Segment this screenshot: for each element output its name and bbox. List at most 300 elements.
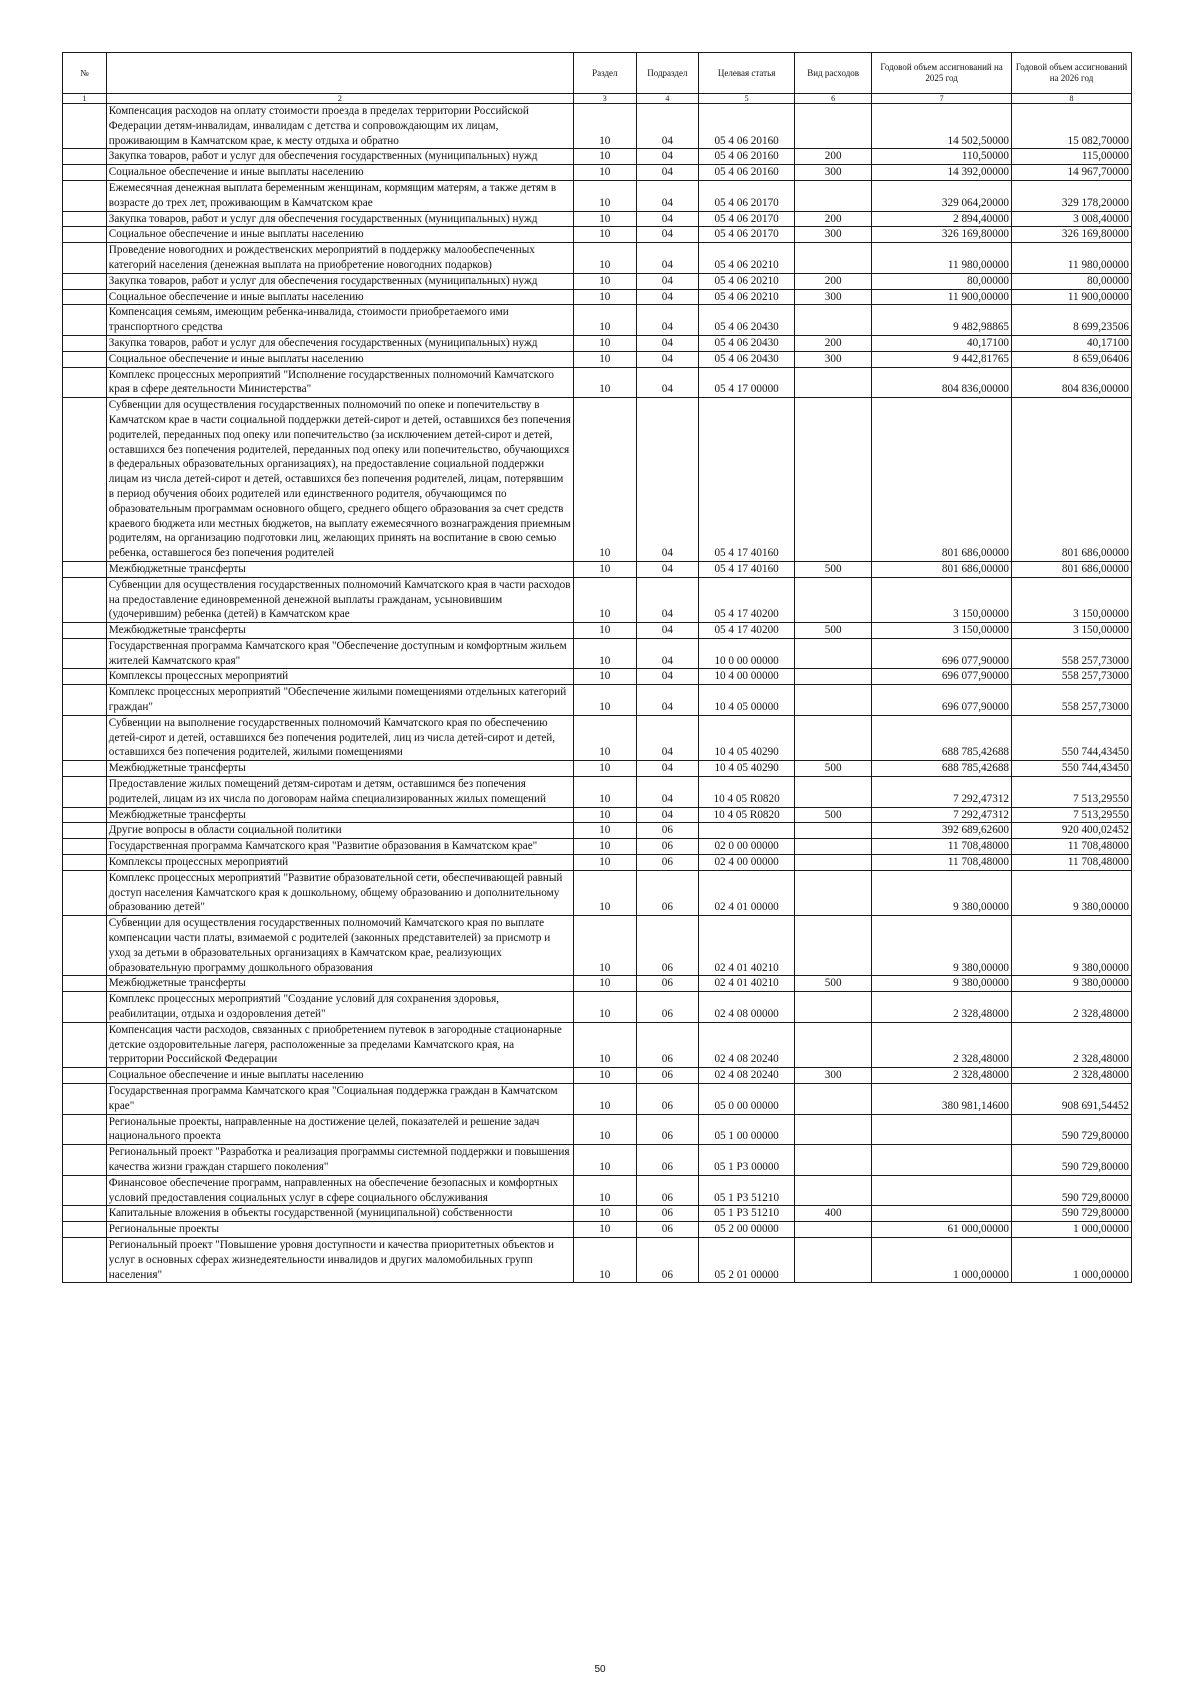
amount-2026-cell: 3 150,00000 bbox=[1012, 623, 1132, 639]
razdel-cell: 10 bbox=[574, 669, 637, 685]
amount-2025-cell: 2 328,48000 bbox=[872, 1068, 1012, 1084]
table-row bbox=[63, 367, 1132, 398]
podrazdel-cell: 06 bbox=[636, 992, 699, 1023]
col-number: 5 bbox=[699, 94, 795, 104]
table-row bbox=[63, 227, 1132, 243]
razdel-cell: 10 bbox=[574, 1206, 637, 1222]
razdel-cell: 10 bbox=[574, 823, 637, 839]
target-cell: 05 4 06 20430 bbox=[699, 305, 795, 336]
razdel-cell: 10 bbox=[574, 839, 637, 855]
col-number: 2 bbox=[106, 94, 573, 104]
amount-2025-cell: 9 380,00000 bbox=[872, 916, 1012, 976]
amount-2026-cell: 590 729,80000 bbox=[1012, 1114, 1132, 1145]
vid-cell: 500 bbox=[795, 807, 872, 823]
amount-2025-cell: 2 328,48000 bbox=[872, 1022, 1012, 1067]
vid-cell: 500 bbox=[795, 623, 872, 639]
amount-2025-cell: 11 708,48000 bbox=[872, 839, 1012, 855]
podrazdel-cell: 06 bbox=[636, 839, 699, 855]
table-row bbox=[63, 1237, 1132, 1282]
target-cell: 02 4 00 00000 bbox=[699, 855, 795, 871]
razdel-cell: 10 bbox=[574, 335, 637, 351]
razdel-cell: 10 bbox=[574, 623, 637, 639]
row-number-cell bbox=[63, 685, 107, 716]
amount-2025-cell: 61 000,00000 bbox=[872, 1222, 1012, 1238]
vid-cell bbox=[795, 916, 872, 976]
row-number-cell bbox=[63, 227, 107, 243]
table-row bbox=[63, 992, 1132, 1023]
amount-2025-cell: 9 380,00000 bbox=[872, 976, 1012, 992]
amount-2026-cell: 908 691,54452 bbox=[1012, 1084, 1132, 1115]
vid-cell bbox=[795, 823, 872, 839]
table-row bbox=[63, 1206, 1132, 1222]
razdel-cell: 10 bbox=[574, 1068, 637, 1084]
row-number-cell bbox=[63, 367, 107, 398]
razdel-cell: 10 bbox=[574, 1022, 637, 1067]
table-row bbox=[63, 855, 1132, 871]
row-name-cell: Межбюджетные трансферты bbox=[106, 561, 573, 577]
target-cell: 05 4 06 20170 bbox=[699, 180, 795, 211]
amount-2025-cell bbox=[872, 1175, 1012, 1206]
row-number-cell bbox=[63, 1068, 107, 1084]
header-row bbox=[63, 53, 1132, 94]
podrazdel-cell: 04 bbox=[636, 104, 699, 149]
table-row bbox=[63, 839, 1132, 855]
vid-cell bbox=[795, 855, 872, 871]
row-number-cell bbox=[63, 1206, 107, 1222]
row-number-cell bbox=[63, 335, 107, 351]
target-cell: 05 2 00 00000 bbox=[699, 1222, 795, 1238]
amount-2026-cell: 326 169,80000 bbox=[1012, 227, 1132, 243]
row-name-cell: Социальное обеспечение и иные выплаты населению bbox=[106, 351, 573, 367]
target-cell: 05 4 06 20170 bbox=[699, 227, 795, 243]
row-name-cell: Социальное обеспечение и иные выплаты населению bbox=[106, 227, 573, 243]
target-cell: 10 4 05 R0820 bbox=[699, 807, 795, 823]
row-name-cell: Государственная программа Камчатского края "Развитие образования в Камчатском крае" bbox=[106, 839, 573, 855]
amount-2026-cell: 3 008,40000 bbox=[1012, 211, 1132, 227]
podrazdel-cell: 04 bbox=[636, 669, 699, 685]
amount-2026-cell: 11 708,48000 bbox=[1012, 855, 1132, 871]
row-number-cell bbox=[63, 211, 107, 227]
amount-2026-cell: 558 257,73000 bbox=[1012, 685, 1132, 716]
amount-2025-cell: 696 077,90000 bbox=[872, 685, 1012, 716]
row-name-cell: Другие вопросы в области социальной политики bbox=[106, 823, 573, 839]
row-name-cell: Межбюджетные трансферты bbox=[106, 807, 573, 823]
podrazdel-cell: 06 bbox=[636, 976, 699, 992]
podrazdel-cell: 04 bbox=[636, 180, 699, 211]
col-header-target: Целевая статья bbox=[699, 53, 795, 94]
table-row bbox=[63, 273, 1132, 289]
table-row bbox=[63, 1222, 1132, 1238]
amount-2025-cell bbox=[872, 1145, 1012, 1176]
podrazdel-cell: 04 bbox=[636, 149, 699, 165]
row-number-cell bbox=[63, 104, 107, 149]
table-body bbox=[63, 104, 1132, 1283]
table-row bbox=[63, 1068, 1132, 1084]
amount-2026-cell: 801 686,00000 bbox=[1012, 561, 1132, 577]
row-name-cell: Субвенции для осуществления государственных полномочий Камчатского края в части расходов на предоставление единовременной денежной выплаты гражданам, усыновившим (удочерившим) ребенка (детей) в Камчатском крае bbox=[106, 577, 573, 622]
razdel-cell: 10 bbox=[574, 1145, 637, 1176]
row-name-cell: Региональный проект "Повышение уровня доступности и качества приоритетных объектов и услуг в основных сферах жизнедеятельности инвалидов и других маломобильных групп населения" bbox=[106, 1237, 573, 1282]
amount-2026-cell: 804 836,00000 bbox=[1012, 367, 1132, 398]
amount-2025-cell: 804 836,00000 bbox=[872, 367, 1012, 398]
amount-2025-cell: 326 169,80000 bbox=[872, 227, 1012, 243]
row-number-cell bbox=[63, 839, 107, 855]
amount-2026-cell: 801 686,00000 bbox=[1012, 398, 1132, 562]
vid-cell bbox=[795, 638, 872, 669]
amount-2025-cell: 3 150,00000 bbox=[872, 577, 1012, 622]
podrazdel-cell: 04 bbox=[636, 367, 699, 398]
row-name-cell: Компенсация расходов на оплату стоимости проезда в пределах территории Российской Федерации детям-инвалидам, инвалидам с детства и сопровождающим их лицам, проживающим в Камчатском крае, к месту отдыха и обратно bbox=[106, 104, 573, 149]
razdel-cell: 10 bbox=[574, 351, 637, 367]
razdel-cell: 10 bbox=[574, 855, 637, 871]
amount-2026-cell: 15 082,70000 bbox=[1012, 104, 1132, 149]
amount-2026-cell: 2 328,48000 bbox=[1012, 992, 1132, 1023]
amount-2026-cell: 1 000,00000 bbox=[1012, 1237, 1132, 1282]
razdel-cell: 10 bbox=[574, 149, 637, 165]
podrazdel-cell: 04 bbox=[636, 211, 699, 227]
target-cell: 05 4 06 20430 bbox=[699, 335, 795, 351]
razdel-cell: 10 bbox=[574, 1222, 637, 1238]
podrazdel-cell: 04 bbox=[636, 227, 699, 243]
row-number-cell bbox=[63, 992, 107, 1023]
podrazdel-cell: 04 bbox=[636, 777, 699, 808]
podrazdel-cell: 04 bbox=[636, 715, 699, 760]
amount-2025-cell: 110,50000 bbox=[872, 149, 1012, 165]
vid-cell: 400 bbox=[795, 1206, 872, 1222]
target-cell: 10 4 00 00000 bbox=[699, 669, 795, 685]
podrazdel-cell: 06 bbox=[636, 1145, 699, 1176]
row-name-cell: Межбюджетные трансферты bbox=[106, 623, 573, 639]
row-name-cell: Закупка товаров, работ и услуг для обеспечения государственных (муниципальных) нужд bbox=[106, 335, 573, 351]
table-row bbox=[63, 1175, 1132, 1206]
amount-2026-cell: 550 744,43450 bbox=[1012, 715, 1132, 760]
razdel-cell: 10 bbox=[574, 916, 637, 976]
row-name-cell: Региональный проект "Разработка и реализация программы системной поддержки и повышения качества жизни граждан старшего поколения" bbox=[106, 1145, 573, 1176]
vid-cell bbox=[795, 715, 872, 760]
row-number-cell bbox=[63, 855, 107, 871]
row-number-cell bbox=[63, 623, 107, 639]
row-number-cell bbox=[63, 273, 107, 289]
budget-table-sheet bbox=[62, 52, 1132, 1283]
target-cell: 02 4 01 00000 bbox=[699, 870, 795, 915]
row-name-cell: Региональные проекты, направленные на достижение целей, показателей и решение задач национального проекта bbox=[106, 1114, 573, 1145]
razdel-cell: 10 bbox=[574, 561, 637, 577]
target-cell: 02 4 01 40210 bbox=[699, 976, 795, 992]
vid-cell bbox=[795, 180, 872, 211]
row-number-cell bbox=[63, 638, 107, 669]
table-row bbox=[63, 669, 1132, 685]
amount-2025-cell bbox=[872, 1114, 1012, 1145]
target-cell: 02 0 00 00000 bbox=[699, 839, 795, 855]
vid-cell: 300 bbox=[795, 351, 872, 367]
podrazdel-cell: 06 bbox=[636, 1222, 699, 1238]
vid-cell bbox=[795, 1084, 872, 1115]
row-number-cell bbox=[63, 1022, 107, 1067]
vid-cell: 500 bbox=[795, 976, 872, 992]
amount-2026-cell: 590 729,80000 bbox=[1012, 1206, 1132, 1222]
col-number: 6 bbox=[795, 94, 872, 104]
row-name-cell: Финансовое обеспечение программ, направленных на обеспечение безопасных и комфортных условий предоставления социальных услуг в сфере социального обслуживания bbox=[106, 1175, 573, 1206]
target-cell: 02 4 01 40210 bbox=[699, 916, 795, 976]
vid-cell bbox=[795, 1114, 872, 1145]
col-number: 8 bbox=[1012, 94, 1132, 104]
podrazdel-cell: 06 bbox=[636, 1237, 699, 1282]
vid-cell: 200 bbox=[795, 149, 872, 165]
amount-2025-cell: 688 785,42688 bbox=[872, 761, 1012, 777]
table-row bbox=[63, 623, 1132, 639]
table-row bbox=[63, 1084, 1132, 1115]
target-cell: 05 4 17 00000 bbox=[699, 367, 795, 398]
row-name-cell: Социальное обеспечение и иные выплаты населению bbox=[106, 165, 573, 181]
row-name-cell: Социальное обеспечение и иные выплаты населению bbox=[106, 289, 573, 305]
razdel-cell: 10 bbox=[574, 638, 637, 669]
amount-2025-cell: 14 502,50000 bbox=[872, 104, 1012, 149]
table-row bbox=[63, 104, 1132, 149]
table-row bbox=[63, 976, 1132, 992]
table-row bbox=[63, 180, 1132, 211]
row-name-cell: Межбюджетные трансферты bbox=[106, 761, 573, 777]
razdel-cell: 10 bbox=[574, 715, 637, 760]
vid-cell: 200 bbox=[795, 335, 872, 351]
row-name-cell: Комплексы процессных мероприятий bbox=[106, 855, 573, 871]
page-number: 50 bbox=[594, 1664, 606, 1675]
vid-cell bbox=[795, 243, 872, 274]
amount-2026-cell: 590 729,80000 bbox=[1012, 1175, 1132, 1206]
amount-2025-cell: 696 077,90000 bbox=[872, 669, 1012, 685]
table-row bbox=[63, 1022, 1132, 1067]
amount-2025-cell: 9 380,00000 bbox=[872, 870, 1012, 915]
amount-2026-cell: 558 257,73000 bbox=[1012, 669, 1132, 685]
row-number-cell bbox=[63, 1175, 107, 1206]
col-header-2026: Годовой объем ассигнований на 2026 год bbox=[1012, 53, 1132, 94]
target-cell: 02 4 08 20240 bbox=[699, 1022, 795, 1067]
amount-2026-cell: 11 900,00000 bbox=[1012, 289, 1132, 305]
razdel-cell: 10 bbox=[574, 685, 637, 716]
podrazdel-cell: 04 bbox=[636, 398, 699, 562]
col-number: 1 bbox=[63, 94, 107, 104]
vid-cell bbox=[795, 870, 872, 915]
razdel-cell: 10 bbox=[574, 180, 637, 211]
vid-cell: 200 bbox=[795, 273, 872, 289]
vid-cell bbox=[795, 992, 872, 1023]
amount-2026-cell: 1 000,00000 bbox=[1012, 1222, 1132, 1238]
podrazdel-cell: 04 bbox=[636, 273, 699, 289]
row-name-cell: Закупка товаров, работ и услуг для обеспечения государственных (муниципальных) нужд bbox=[106, 273, 573, 289]
razdel-cell: 10 bbox=[574, 1237, 637, 1282]
target-cell: 05 4 17 40160 bbox=[699, 561, 795, 577]
target-cell: 05 4 06 20210 bbox=[699, 243, 795, 274]
razdel-cell: 10 bbox=[574, 992, 637, 1023]
vid-cell: 300 bbox=[795, 1068, 872, 1084]
vid-cell bbox=[795, 1222, 872, 1238]
amount-2025-cell: 7 292,47312 bbox=[872, 777, 1012, 808]
col-number: 4 bbox=[636, 94, 699, 104]
amount-2025-cell: 392 689,62600 bbox=[872, 823, 1012, 839]
target-cell: 05 1 00 00000 bbox=[699, 1114, 795, 1145]
target-cell: 05 4 17 40200 bbox=[699, 577, 795, 622]
row-name-cell: Закупка товаров, работ и услуг для обеспечения государственных (муниципальных) нужд bbox=[106, 211, 573, 227]
vid-cell bbox=[795, 669, 872, 685]
row-number-cell bbox=[63, 351, 107, 367]
amount-2025-cell: 80,00000 bbox=[872, 273, 1012, 289]
row-name-cell: Межбюджетные трансферты bbox=[106, 976, 573, 992]
razdel-cell: 10 bbox=[574, 777, 637, 808]
amount-2025-cell bbox=[872, 1206, 1012, 1222]
amount-2026-cell: 8 659,06406 bbox=[1012, 351, 1132, 367]
budget-table bbox=[62, 52, 1132, 1283]
column-number-row bbox=[63, 94, 1132, 104]
podrazdel-cell: 04 bbox=[636, 638, 699, 669]
target-cell: 10 0 00 00000 bbox=[699, 638, 795, 669]
table-row bbox=[63, 289, 1132, 305]
amount-2025-cell: 2 894,40000 bbox=[872, 211, 1012, 227]
vid-cell bbox=[795, 777, 872, 808]
amount-2026-cell: 920 400,02452 bbox=[1012, 823, 1132, 839]
table-row bbox=[63, 351, 1132, 367]
amount-2026-cell: 9 380,00000 bbox=[1012, 870, 1132, 915]
podrazdel-cell: 06 bbox=[636, 916, 699, 976]
row-number-cell bbox=[63, 243, 107, 274]
vid-cell bbox=[795, 398, 872, 562]
table-row bbox=[63, 638, 1132, 669]
row-number-cell bbox=[63, 289, 107, 305]
table-row bbox=[63, 1114, 1132, 1145]
podrazdel-cell: 04 bbox=[636, 577, 699, 622]
row-name-cell: Ежемесячная денежная выплата беременным женщинам, кормящим матерям, а также детям в возрасте до трех лет, проживающим в Камчатском крае bbox=[106, 180, 573, 211]
row-name-cell: Компенсация семьям, имеющим ребенка-инвалида, стоимости приобретаемого ими транспортного средства bbox=[106, 305, 573, 336]
row-name-cell: Социальное обеспечение и иные выплаты населению bbox=[106, 1068, 573, 1084]
razdel-cell: 10 bbox=[574, 398, 637, 562]
row-name-cell: Субвенции для осуществления государственных полномочий Камчатского края по выплате компенсации части платы, взимаемой с родителей (законных представителей) за присмотр и уход за детьми в образовательных организациях в Камчатском крае, реализующих образовательную программу дошкольного образования bbox=[106, 916, 573, 976]
razdel-cell: 10 bbox=[574, 243, 637, 274]
amount-2025-cell: 14 392,00000 bbox=[872, 165, 1012, 181]
amount-2026-cell: 9 380,00000 bbox=[1012, 916, 1132, 976]
col-number: 3 bbox=[574, 94, 637, 104]
amount-2026-cell: 11 980,00000 bbox=[1012, 243, 1132, 274]
amount-2026-cell: 2 328,48000 bbox=[1012, 1068, 1132, 1084]
vid-cell bbox=[795, 367, 872, 398]
table-row bbox=[63, 685, 1132, 716]
table-row bbox=[63, 577, 1132, 622]
amount-2025-cell: 7 292,47312 bbox=[872, 807, 1012, 823]
row-number-cell bbox=[63, 761, 107, 777]
podrazdel-cell: 06 bbox=[636, 1084, 699, 1115]
podrazdel-cell: 06 bbox=[636, 1068, 699, 1084]
razdel-cell: 10 bbox=[574, 761, 637, 777]
podrazdel-cell: 04 bbox=[636, 807, 699, 823]
row-name-cell: Комплекс процессных мероприятий "Обеспечение жилыми помещениями отдельных категорий граждан" bbox=[106, 685, 573, 716]
target-cell: 05 4 06 20430 bbox=[699, 351, 795, 367]
razdel-cell: 10 bbox=[574, 870, 637, 915]
podrazdel-cell: 04 bbox=[636, 289, 699, 305]
amount-2026-cell: 590 729,80000 bbox=[1012, 1145, 1132, 1176]
table-row bbox=[63, 335, 1132, 351]
target-cell: 05 0 00 00000 bbox=[699, 1084, 795, 1115]
amount-2026-cell: 3 150,00000 bbox=[1012, 577, 1132, 622]
amount-2026-cell: 40,17100 bbox=[1012, 335, 1132, 351]
vid-cell: 500 bbox=[795, 761, 872, 777]
table-row bbox=[63, 870, 1132, 915]
table-row bbox=[63, 777, 1132, 808]
amount-2025-cell: 801 686,00000 bbox=[872, 561, 1012, 577]
row-number-cell bbox=[63, 1222, 107, 1238]
amount-2025-cell: 2 328,48000 bbox=[872, 992, 1012, 1023]
row-name-cell: Государственная программа Камчатского края "Обеспечение доступным и комфортным жильем жителей Камчатского края" bbox=[106, 638, 573, 669]
podrazdel-cell: 04 bbox=[636, 685, 699, 716]
amount-2025-cell: 696 077,90000 bbox=[872, 638, 1012, 669]
amount-2025-cell: 9 442,81765 bbox=[872, 351, 1012, 367]
amount-2026-cell: 11 708,48000 bbox=[1012, 839, 1132, 855]
podrazdel-cell: 06 bbox=[636, 1206, 699, 1222]
row-name-cell: Комплексы процессных мероприятий bbox=[106, 669, 573, 685]
amount-2025-cell: 9 482,98865 bbox=[872, 305, 1012, 336]
row-number-cell bbox=[63, 180, 107, 211]
row-name-cell: Комплекс процессных мероприятий "Развитие образовательной сети, обеспечивающей равный доступ населения Камчатского края к дошкольному, общему образованию и дополнительному образованию детей" bbox=[106, 870, 573, 915]
amount-2026-cell: 329 178,20000 bbox=[1012, 180, 1132, 211]
target-cell: 05 2 01 00000 bbox=[699, 1237, 795, 1282]
razdel-cell: 10 bbox=[574, 367, 637, 398]
vid-cell bbox=[795, 577, 872, 622]
row-number-cell bbox=[63, 823, 107, 839]
podrazdel-cell: 04 bbox=[636, 351, 699, 367]
vid-cell: 200 bbox=[795, 211, 872, 227]
target-cell: 02 4 08 00000 bbox=[699, 992, 795, 1023]
razdel-cell: 10 bbox=[574, 807, 637, 823]
vid-cell: 300 bbox=[795, 289, 872, 305]
vid-cell: 300 bbox=[795, 165, 872, 181]
table-row bbox=[63, 1145, 1132, 1176]
row-number-cell bbox=[63, 916, 107, 976]
amount-2026-cell: 558 257,73000 bbox=[1012, 638, 1132, 669]
amount-2025-cell: 3 150,00000 bbox=[872, 623, 1012, 639]
vid-cell bbox=[795, 104, 872, 149]
vid-cell: 300 bbox=[795, 227, 872, 243]
table-row bbox=[63, 305, 1132, 336]
target-cell: 05 4 06 20160 bbox=[699, 104, 795, 149]
target-cell: 10 4 05 00000 bbox=[699, 685, 795, 716]
amount-2026-cell: 550 744,43450 bbox=[1012, 761, 1132, 777]
vid-cell bbox=[795, 839, 872, 855]
row-number-cell bbox=[63, 1237, 107, 1282]
col-header-no: № bbox=[63, 53, 107, 94]
razdel-cell: 10 bbox=[574, 1084, 637, 1115]
col-header-2025: Годовой объем ассигнований на 2025 год bbox=[872, 53, 1012, 94]
vid-cell bbox=[795, 1145, 872, 1176]
target-cell: 05 4 06 20210 bbox=[699, 289, 795, 305]
razdel-cell: 10 bbox=[574, 104, 637, 149]
razdel-cell: 10 bbox=[574, 976, 637, 992]
row-name-cell: Капитальные вложения в объекты государственной (муниципальной) собственности bbox=[106, 1206, 573, 1222]
row-name-cell: Субвенции для осуществления государственных полномочий по опеке и попечительству в Камчатском крае в части социальной поддержки детей-сирот и детей, оставшихся без попечения родителей, переданных под опеку или попечительство (за исключением детей-сирот и детей, оставшихся без попечения родителей, переданных под опеку или попечительство, обучающихся в федеральных образовательных организациях), на предоставление социальной поддержки лицам из числа детей-сирот и детей, оставшихся без попечения родителей, лицам, потерявшим в период обучения обоих родителей или единственного родителя, обучающимся по образовательным программам основного общего, среднего общего образования за счет средств краевого бюджета или местных бюджетов, на выплату ежемесячного вознаграждения приемным родителям, на организацию подготовки лиц, желающих принять на воспитание в свою семью ребенка, оставшегося без попечения родителей bbox=[106, 398, 573, 562]
target-cell: 05 4 17 40200 bbox=[699, 623, 795, 639]
razdel-cell: 10 bbox=[574, 305, 637, 336]
row-name-cell: Комплекс процессных мероприятий "Исполнение государственных полномочий Камчатского края в сфере деятельности Министерства" bbox=[106, 367, 573, 398]
row-number-cell bbox=[63, 870, 107, 915]
table-row bbox=[63, 807, 1132, 823]
podrazdel-cell: 04 bbox=[636, 335, 699, 351]
podrazdel-cell: 06 bbox=[636, 870, 699, 915]
podrazdel-cell: 04 bbox=[636, 305, 699, 336]
razdel-cell: 10 bbox=[574, 227, 637, 243]
row-name-cell: Компенсация части расходов, связанных с приобретением путевок в загородные стационарные детские оздоровительные лагеря, расположенные за пределами Камчатского края, на территории Российской Федерации bbox=[106, 1022, 573, 1067]
row-number-cell bbox=[63, 305, 107, 336]
target-cell: 10 4 05 40290 bbox=[699, 715, 795, 760]
col-number: 7 bbox=[872, 94, 1012, 104]
row-name-cell: Предоставление жилых помещений детям-сиротам и детям, оставшимся без попечения родителей, лицам из их числа по договорам найма специализированных жилых помещений bbox=[106, 777, 573, 808]
row-number-cell bbox=[63, 149, 107, 165]
table-row bbox=[63, 715, 1132, 760]
table-row bbox=[63, 823, 1132, 839]
